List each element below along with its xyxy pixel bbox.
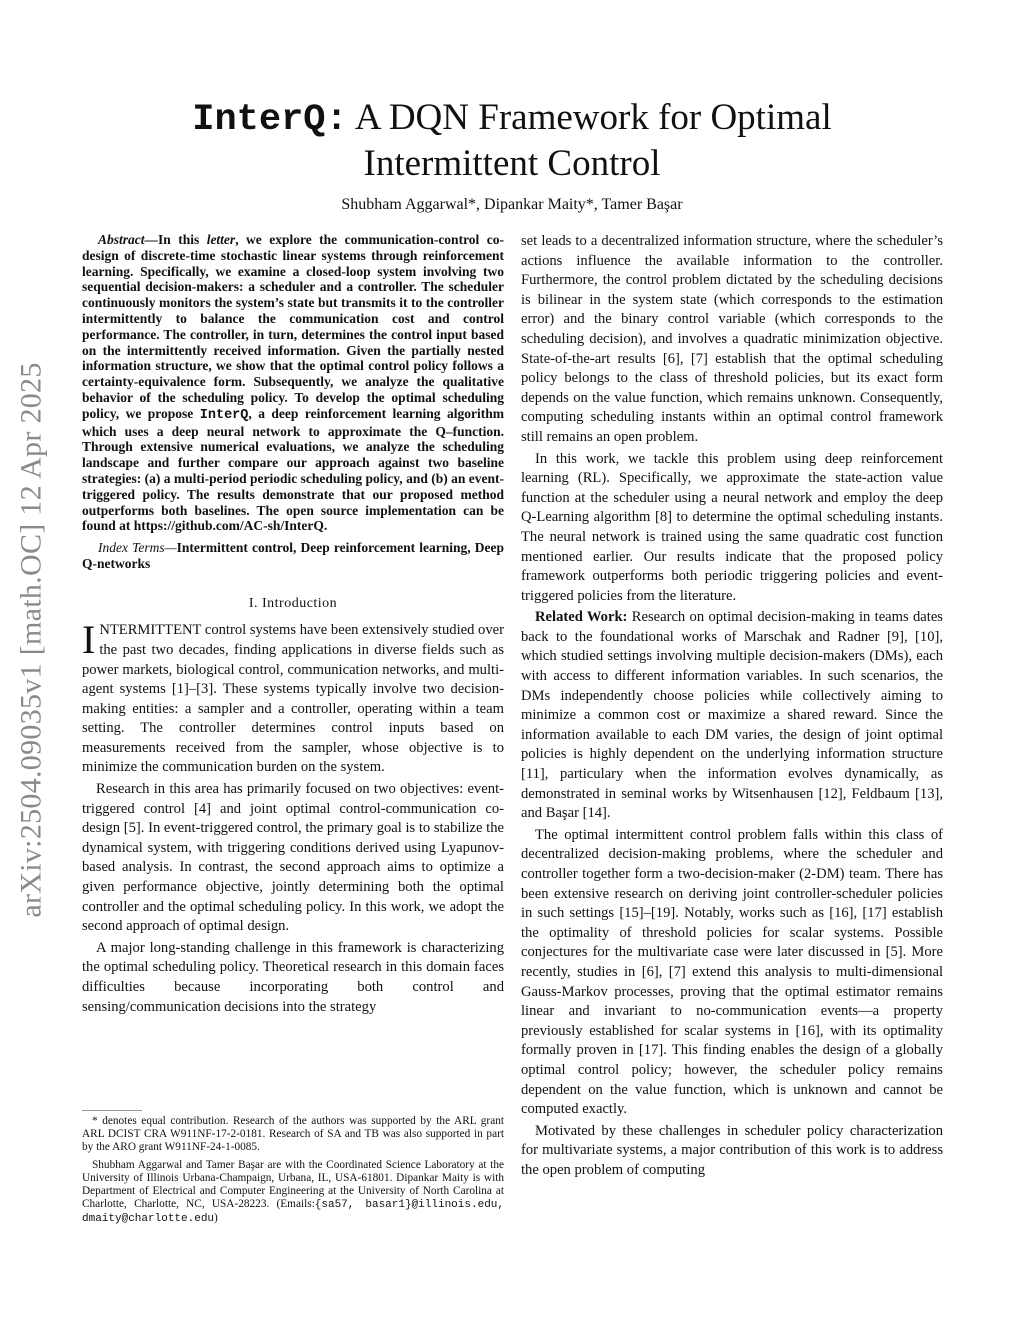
right-paragraph-1: set leads to a decentralized information structure, where the scheduler’s actions influence the available information to the controller. Furthermore, the control problem dictated by the scheduling decisions is bilinear in the system state (which corresponds to the estimation error) and the binary control variable (which corresponds to the scheduling decision), and involves a quadratic minimization objective. State-of-the-art results [6], [7] establish that the optimal scheduling policy belongs to the class of threshold policies, but its exact form depends on the value function, which remains unknown. Consequently, computing scheduling instants within an optimal control framework still remains an open problem. — [521, 233, 943, 445]
abstract-label: Abstract— — [98, 232, 159, 247]
intro-paragraph-2: Research in this area has primarily focused on two objectives: event-triggered control [4] and joint optimal control-communication co-design [5]. In event-triggered control, the primary goal is to stabilize the dynamical system, with triggering conditions derived using Lyapunov-based analysis. In contrast, the second approach aims to optimize a given performance objective, jointly determining both the optimal controller and the optimal scheduling policy. In this work, we adopt the second approach of optimal design. — [82, 781, 504, 935]
abstract-text-b: , we explore the communication-control co-design of discrete-time stochastic linear systems through reinforcement learning. Specifically, we examine a closed-loop system involving two sequential decision-makers: a scheduler and a controller. The scheduler continuously monitors the system’s state but transmits it to the controller intermittently to balance the communication cost and control performance. The controller, in turn, determines the control input based on the intermittently received information. Given the partially nested information structure, we show that the optimal control policy follows a certainty-equivalence form. Subsequently, we analyze the qualitative behavior of the scheduling policy. To develop the optimal scheduling policy, we propose — [82, 232, 504, 421]
abstract-letter: letter — [206, 232, 236, 247]
title-code: InterQ: — [192, 99, 348, 141]
footnotes — [82, 1115, 504, 1231]
related-work-heading: Related Work: — [535, 609, 628, 626]
intro-p1-text: NTERMITTENT control systems have been extensively studied over the past two decades, finding applications in diverse fields such as power markets, biological control, communication networks, and multi-agent systems [1]–[3]. These systems typically involve two decision-making entities: a sampler and a controller, operating within a team setting. The controller determines control inputs based on measurements received from the sampler, whose objective is to minimize the communication burden on the system. — [82, 622, 504, 776]
abstract-text-a: In this — [158, 232, 207, 247]
right-paragraph-2: In this work, we tackle this problem using deep reinforcement learning (RL). Specifically, we approximate the state-action value function at the scheduler using a neural network and employ the deep Q-Learning algorithm [8] to determine the optimal scheduling instants. The neural network is trained using the same quadratic cost function mentioned earlier. Our results indicate that the proposed policy framework outperforms both periodic triggering policies and event-triggered policies from the literature. — [521, 450, 943, 604]
related-work-text: Research on optimal decision-making in teams dates back to the foundational works of Marschak and Radner [9], [10], which studied settings involving multiple decision-makers (DMs), each with access to different information variables. In such scenarios, the DMs independently choose policies while collectively aiming to minimize a common cost or maximize a shared reward. Since the information available to each DM varies, the design of joint optimal policies is highly dependent on the underlying information structure [11], particulary when the information evolves dynamically, as demonstrated in seminal works by Witsenhausen [12], Feldbaum [13], and Başar [14]. — [521, 609, 943, 822]
title-line2: Intermittent Control — [363, 143, 661, 184]
right-paragraph-5: Motivated by these challenges in scheduler policy characterization for multivariate systems, a major contribution of this work is to address the open problem of computing — [521, 1122, 943, 1178]
index-terms-label: Index Terms— — [98, 540, 177, 556]
intro-paragraph-3: A major long-standing challenge in this framework is characterizing the optimal scheduling policy. Theoretical research in this domain faces difficulties because incorporating both control and sensing/communication decisions into the strategy — [82, 939, 504, 1015]
index-terms — [82, 540, 504, 572]
index-terms-text: Intermittent control, Deep reinforcement learning, Deep Q-networks — [82, 540, 504, 571]
footnote-emails: {sa57, basar1}@illinois.edu, dmaity@charlotte.edu — [82, 1199, 504, 1226]
right-paragraph-4: The optimal intermittent control problem falls within this class of decentralized decision-making problems, where the scheduler and controller together form a two-decision-maker (2-DM) team. There has been extensive research on deriving joint controller-scheduler policies in such settings [15]–[19]. Notably, works such as [16], [17] establish the optimality of threshold policies for scalar systems. Possible conjectures for the multivariate case were later discussed in [5]. More recently, studies in [6], [7] extend this analysis to multi-dimensional Gauss-Markov processes, proving that the optimal estimator remains linear and invariant to no-communication events—a property previously established for scalar systems in [16], with its optimality formally proven in [17]. This finding enables the design of a globally optimal control policy; however, the scheduler policy remains dependent on the value function, which is unknown and cannot be computed exactly. — [521, 826, 943, 1118]
arxiv-id: arXiv:2504.09035v1 [math.OC] 12 Apr 2025 — [15, 362, 48, 918]
abstract-text-c: , a deep reinforcement learning algorithm which uses a deep neural network to approximate the Q–function. Through extensive numerical evaluations, we analyze the scheduling landscape and further compare our approach against two baseline strategies: (a) a multi-period periodic scheduling policy, and (b) an event-triggered policy. The results demonstrate that our proposed method outperforms both baselines. The open source implementation can be found at https://github.com/AC-sh/InterQ. — [82, 405, 504, 534]
footnote-1: * denotes equal contribution. Research of the authors was supported by the ARL grant ARL DCIST CRA W911NF-17-2-0181. Research of SA and TB was also supported in part by the ARO grant W911NF-24-1-0085. — [82, 1115, 504, 1154]
footnote-2 — [82, 1159, 504, 1227]
right-column — [521, 232, 943, 1183]
paper-title — [80, 96, 944, 186]
footnote-2-text: Shubham Aggarwal and Tamer Başar are with the Coordinated Science Laboratory at the University of Illinois Urbana-Champaign, Urbana, IL, USA-61801. Dipankar Maity is with Department of Electrical and Computer Engineering at the University of North Carolina at Charlotte, Charlotte, NC, USA-28223. (Emails: — [82, 1158, 504, 1211]
left-column — [82, 232, 504, 1019]
section-heading-introduction: I. Introduction — [248, 595, 338, 611]
intro-paragraph-1 — [82, 617, 504, 778]
abstract-interq: InterQ — [199, 407, 249, 423]
footnote-rule — [82, 1110, 142, 1111]
drop-cap: I — [82, 617, 96, 663]
related-work-paragraph — [521, 608, 943, 824]
arxiv-watermark — [2, 290, 62, 990]
footnote-2-close: ) — [214, 1212, 218, 1225]
authors: Shubham Aggarwal*, Dipankar Maity*, Tamer Başar — [341, 196, 683, 213]
abstract — [82, 232, 504, 534]
title-rest: A DQN Framework for Optimal — [347, 97, 832, 138]
